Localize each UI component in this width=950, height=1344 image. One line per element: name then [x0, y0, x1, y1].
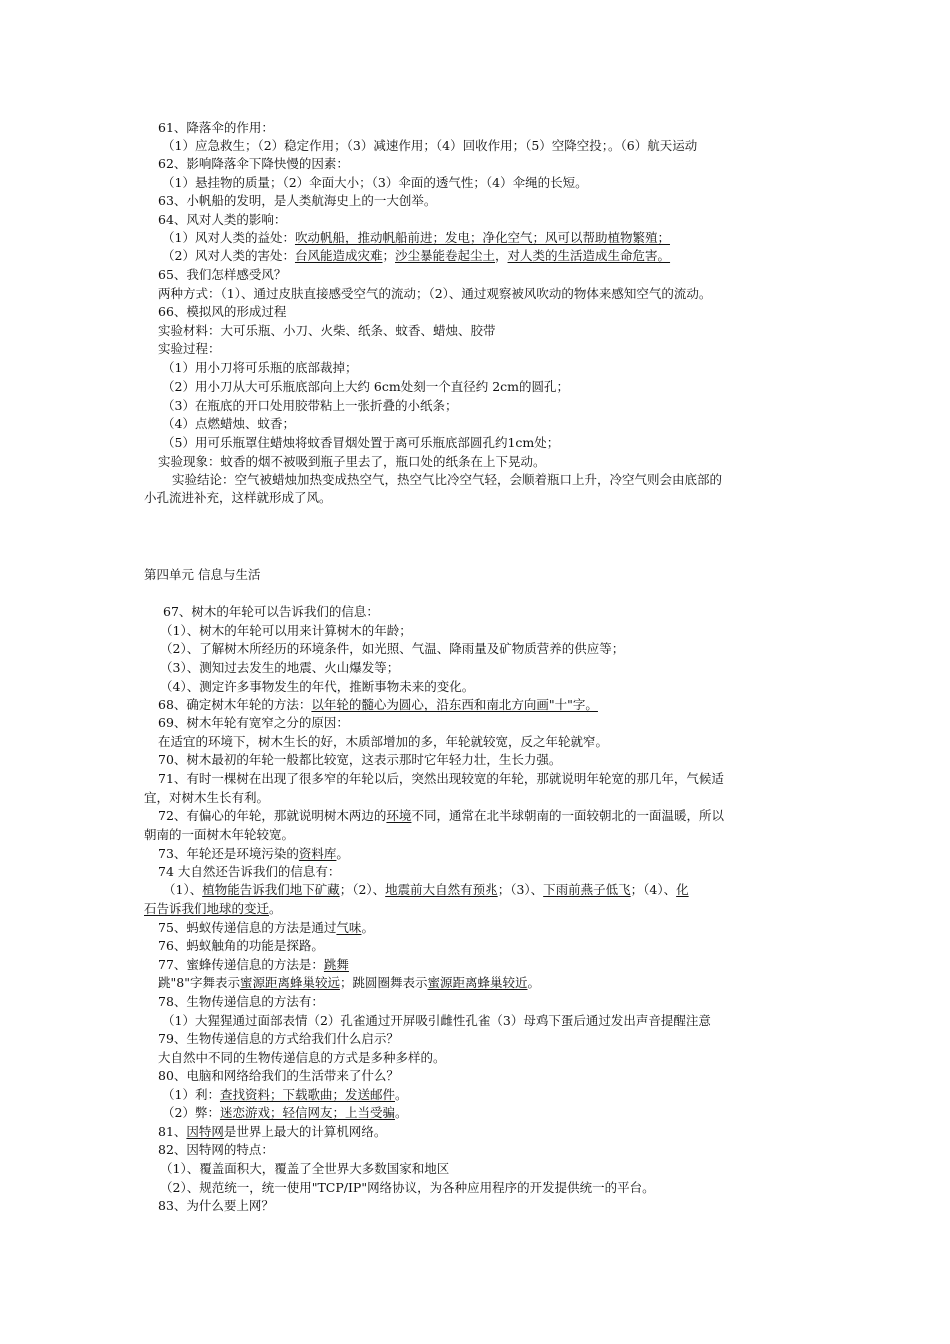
q74-answer-line1: （1）、植物能告诉我们地下矿藏；（2）、地震前大自然有预兆；（3）、下雨前燕子低飞；（4）、化	[163, 882, 689, 897]
q77-detail: 跳"8"字舞表示蜜源距离蜂巢较远；跳圆圈舞表示蜜源距离蜂巢较近。	[158, 975, 541, 990]
q76-text: 76、蚂蚁触角的功能是探路。	[158, 938, 324, 953]
q61-answer: （1）应急救生；（2）稳定作用；（3）减速作用；（4）回收作用；（5）空降空投；。（6）航天运动	[162, 138, 698, 153]
q67-heading: 67、树木的年轮可以告诉我们的信息：	[163, 604, 379, 619]
q64-benefits: （1）风对人类的益处：吹动帆船，推动帆船前进；发电；净化空气；风可以帮助植物繁殖；	[162, 230, 670, 245]
q66-conclusion-line1: 实验结论：空气被蜡烛加热变成热空气，热空气比冷空气轻，会顺着瓶口上升，冷空气则会由底部的	[172, 472, 723, 487]
q62-heading: 62、影响降落伞下降快慢的因素：	[158, 156, 349, 171]
q77-heading: 77、蜜蜂传递信息的方法是：跳舞	[158, 957, 349, 972]
q66-process-label: 实验过程：	[158, 341, 221, 356]
q74-heading: 74 大自然还告诉我们的信息有：	[158, 864, 341, 879]
unit-4-title: 第四单元 信息与生活	[144, 567, 261, 582]
q68-text: 68、确定树木年轮的方法：以年轮的髓心为圆心，沿东西和南北方向画"十"字。	[158, 697, 598, 712]
q66-materials: 实验材料：大可乐瓶、小刀、火柴、纸条、蚊香、蜡烛、胶带	[158, 323, 496, 338]
q80-cons: （2）弊：迷恋游戏；轻信网友；上当受骗。	[162, 1105, 408, 1120]
q63-text: 63、小帆船的发明，是人类航海史上的一大创举。	[158, 193, 437, 208]
q65-answer: 两种方式：（1）、通过皮肤直接感受空气的流动；（2）、通过观察被风吹动的物体来感知空气的流动。	[158, 286, 712, 301]
q66-step-4: （4）点燃蜡烛、蚊香；	[162, 416, 295, 431]
q67-item-1: （1）、树木的年轮可以用来计算树木的年龄；	[160, 623, 412, 638]
q75-text: 75、蚂蚁传递信息的方法是通过气味。	[158, 920, 374, 935]
q71-line1: 71、有时一棵树在出现了很多窄的年轮以后，突然出现较宽的年轮，那就说明年轮宽的那几年，气候适	[158, 771, 724, 786]
q62-answer: （1）悬挂物的质量；（2）伞面大小；（3）伞面的透气性；（4）伞绳的长短。	[162, 175, 588, 190]
q79-answer: 大自然中不同的生物传递信息的方式是多种多样的。	[158, 1050, 446, 1065]
q78-heading: 78、生物传递信息的方法有：	[158, 994, 324, 1009]
q69-heading: 69、树木年轮有宽窄之分的原因：	[158, 715, 349, 730]
q67-item-2: （2）、了解树木所经历的环境条件，如光照、气温、降雨量及矿物质营养的供应等；	[160, 641, 625, 656]
q66-phenomenon: 实验现象：蚊香的烟不被吸到瓶子里去了，瓶口处的纸条在上下晃动。	[158, 454, 546, 469]
q67-item-4: （4）、测定许多事物发生的年代，推断事物未来的变化。	[160, 679, 475, 694]
q69-answer: 在适宜的环境下，树木生长的好，木质部增加的多，年轮就较宽，反之年轮就窄。	[158, 734, 609, 749]
q61-heading: 61、降落伞的作用：	[158, 120, 274, 135]
q64-harms: （2）风对人类的害处：台风能造成灾难；沙尘暴能卷起尘土，对人类的生活造成生命危害。	[162, 248, 671, 263]
q66-conclusion-line2: 小孔流进补充，这样就形成了风。	[144, 490, 332, 505]
q73-text: 73、年轮还是环境污染的资料库。	[158, 846, 349, 861]
q66-step-3: （3）在瓶底的开口处用胶带粘上一张折叠的小纸条；	[162, 398, 458, 413]
q79-heading: 79、生物传递信息的方式给我们什么启示？	[158, 1031, 399, 1046]
q64-heading: 64、风对人类的影响：	[158, 212, 287, 227]
q82-heading: 82、因特网的特点：	[158, 1142, 274, 1157]
q83-heading: 83、为什么要上网？	[158, 1198, 274, 1213]
q66-step-1: （1）用小刀将可乐瓶的底部裁掉；	[162, 360, 358, 375]
q78-answer: （1）大猩猩通过面部表情（2）孔雀通过开屏吸引雌性孔雀（3）母鸡下蛋后通过发出声音提醒注意	[162, 1013, 711, 1028]
q70-text: 70、树木最初的年轮一般都比较宽，这表示那时它年轻力壮，生长力强。	[158, 752, 562, 767]
q74-answer-line2: 石告诉我们地球的变迁。	[144, 901, 282, 916]
q82-item-2: （2）、规范统一，统一使用"TCP/IP"网络协议，为各种应用程序的开发提供统一的平台。	[160, 1180, 655, 1195]
q66-step-5: （5）用可乐瓶罩住蜡烛将蚊香冒烟处置于离可乐瓶底部圆孔约1cm处；	[162, 435, 560, 450]
q72-line1: 72、有偏心的年轮，那就说明树木两边的环境不同，通常在北半球朝南的一面较朝北的一面温暖，所以	[158, 808, 724, 823]
q71-line2: 宜，对树木生长有利。	[144, 790, 270, 805]
q80-heading: 80、电脑和网络给我们的生活带来了什么？	[158, 1068, 399, 1083]
q65-heading: 65、我们怎样感受风？	[158, 267, 287, 282]
q82-item-1: （1）、覆盖面积大，覆盖了全世界大多数国家和地区	[160, 1161, 450, 1176]
q81-text: 81、因特网是世界上最大的计算机网络。	[158, 1124, 387, 1139]
q80-pros: （1）利：查找资料；下载歌曲；发送邮件。	[162, 1087, 408, 1102]
q67-item-3: （3）、测知过去发生的地震、火山爆发等；	[160, 660, 400, 675]
q66-heading: 66、模拟风的形成过程	[158, 304, 287, 319]
q72-line2: 朝南的一面树木年轮较宽。	[144, 827, 295, 842]
q66-step-2: （2）用小刀从大可乐瓶底部向上大约 6cm处刻一个直径约 2cm的圆孔；	[162, 379, 570, 394]
